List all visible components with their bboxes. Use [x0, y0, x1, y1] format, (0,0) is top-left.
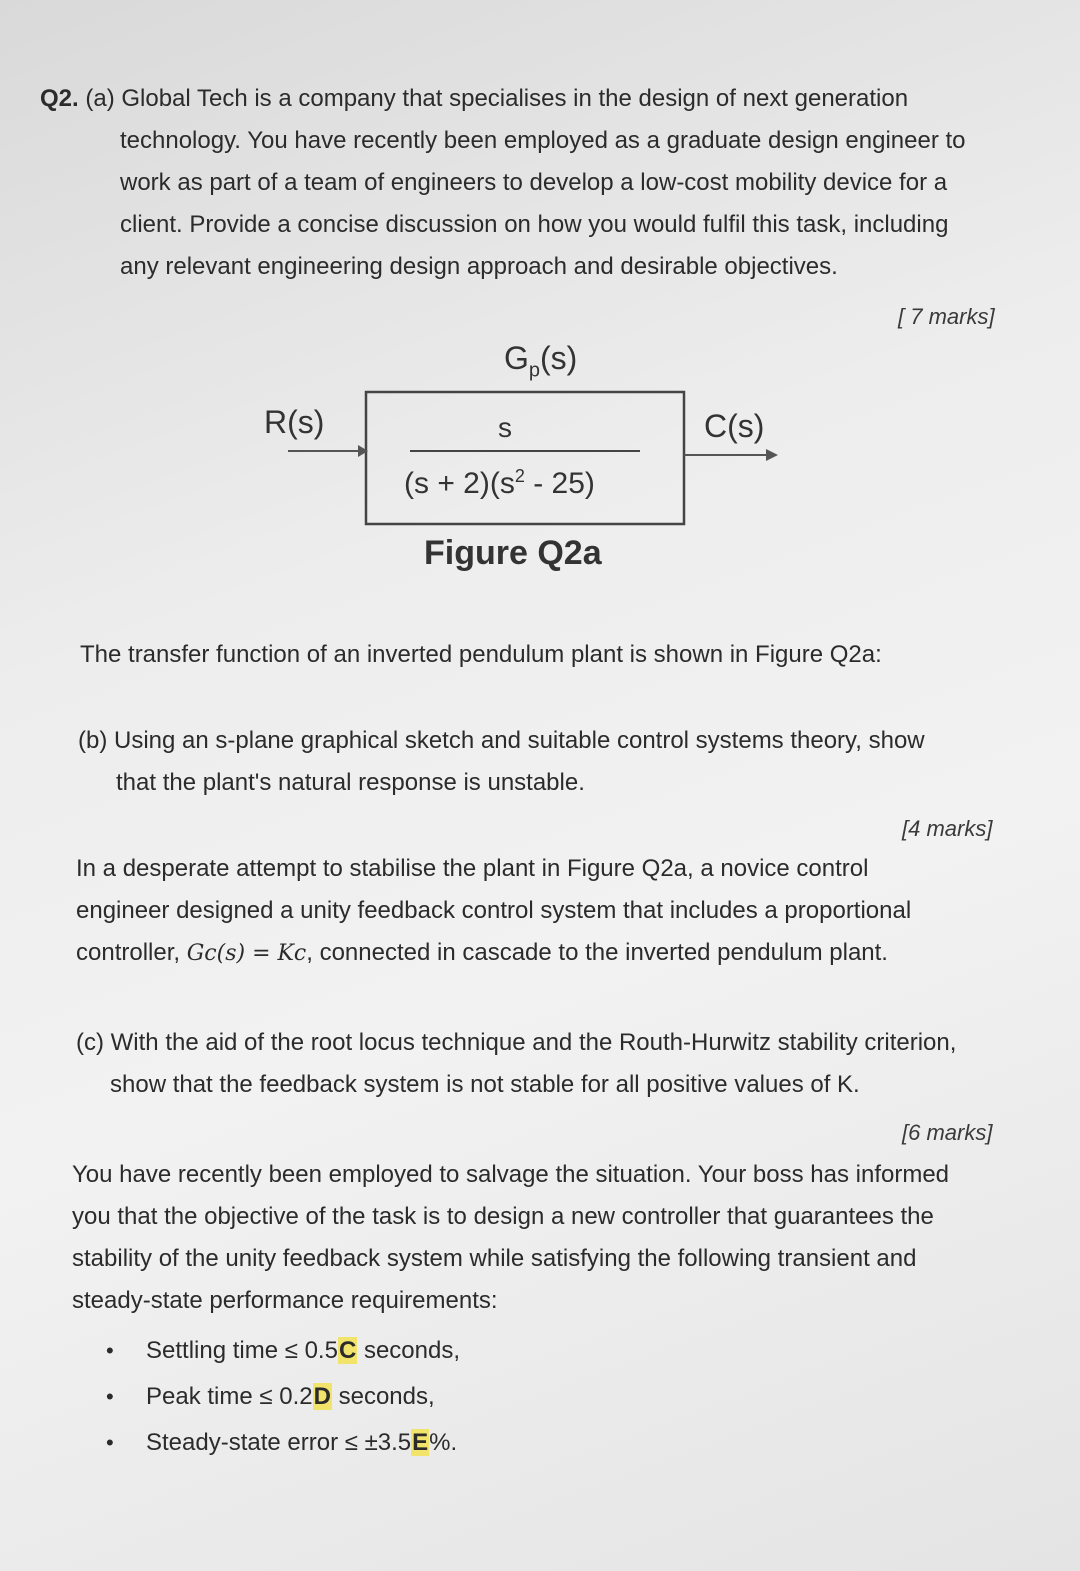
salvage-line-1: You have recently been employed to salvage the situation. Your boss has informed: [72, 1161, 950, 1188]
q2c-marks: [6 marks]: [902, 1120, 993, 1145]
salvage-line-2: you that the objective of the task is to design a new controller that guarantees the: [72, 1203, 934, 1230]
highlighted-variable: E: [412, 1429, 429, 1456]
plant-block: [366, 392, 684, 524]
question-2a: [40, 78, 908, 120]
numerator: s: [498, 412, 512, 443]
intro-text: The transfer function of an inverted pendulum plant is shown in Figure Q2a:: [80, 641, 882, 668]
bullet-icon: •: [106, 1430, 114, 1455]
q2b-line-2: that the plant's natural response is unstable.: [116, 769, 585, 796]
salvage-line-3: stability of the unity feedback system while satisfying the following transient and: [72, 1245, 917, 1272]
q2a-line-2: technology. You have recently been employed as a graduate design engineer to: [120, 127, 966, 154]
novice-line-2: engineer designed a unity feedback control system that includes a proportional: [76, 897, 912, 924]
bullet-icon: •: [106, 1384, 114, 1409]
q2a-marks: [ 7 marks]: [898, 304, 995, 329]
q2b-marks: [4 marks]: [902, 816, 993, 841]
requirements-list: [100, 1328, 460, 1466]
question-number: Q2.: [40, 85, 79, 112]
requirement-settling-time: • Settling time ≤ 0.5C seconds,: [100, 1328, 460, 1374]
input-label: R(s): [264, 404, 325, 440]
q2b-line-1: (b) Using an s-plane graphical sketch and suitable control systems theory, show: [78, 727, 925, 754]
question-2b: [78, 720, 925, 804]
output-label: C(s): [704, 408, 765, 444]
q2c-line-1: (c) With the aid of the root locus technique and the Routh-Hurwitz stability criterion,: [76, 1029, 957, 1056]
salvage-paragraph: [72, 1154, 949, 1322]
q2a-line-3: work as part of a team of engineers to develop a low-cost mobility device for a: [120, 169, 948, 196]
denominator: $(s + 2)(s^2 - 25)$: [404, 466, 595, 500]
salvage-line-4: steady-state performance requirements:: [72, 1287, 498, 1314]
q2a-line-1: (a) Global Tech is a company that specialises in the design of next generation: [85, 85, 909, 112]
plant-label: $G_p(s)$: [504, 340, 578, 382]
novice-paragraph: [76, 848, 911, 975]
figure-q2a: [260, 340, 800, 590]
highlighted-variable: D: [313, 1383, 331, 1410]
controller-formula: Gc(s) = Kc: [186, 941, 307, 966]
novice-line-3: controller, Gc(s) = Kc, connected in cascade to the inverted pendulum plant.: [76, 939, 888, 966]
output-arrow-head: [766, 449, 778, 461]
novice-line-1: In a desperate attempt to stabilise the plant in Figure Q2a, a novice control: [76, 855, 869, 882]
bullet-icon: •: [106, 1338, 114, 1363]
q2c-line-2: show that the feedback system is not stable for all positive values of K.: [110, 1071, 860, 1098]
requirement-peak-time: • Peak time ≤ 0.2D seconds,: [100, 1374, 460, 1420]
question-2c: [76, 1022, 956, 1106]
q2a-line-5: any relevant engineering design approach and desirable objectives.: [120, 253, 838, 280]
question-2a-body: [120, 120, 966, 288]
q2a-line-4: client. Provide a concise discussion on how you would fulfil this task, including: [120, 211, 949, 238]
requirement-steady-state-error: • Steady-state error ≤ ±3.5E%.: [100, 1420, 460, 1466]
highlighted-variable: C: [338, 1337, 357, 1364]
figure-caption: Figure Q2a: [424, 534, 602, 572]
